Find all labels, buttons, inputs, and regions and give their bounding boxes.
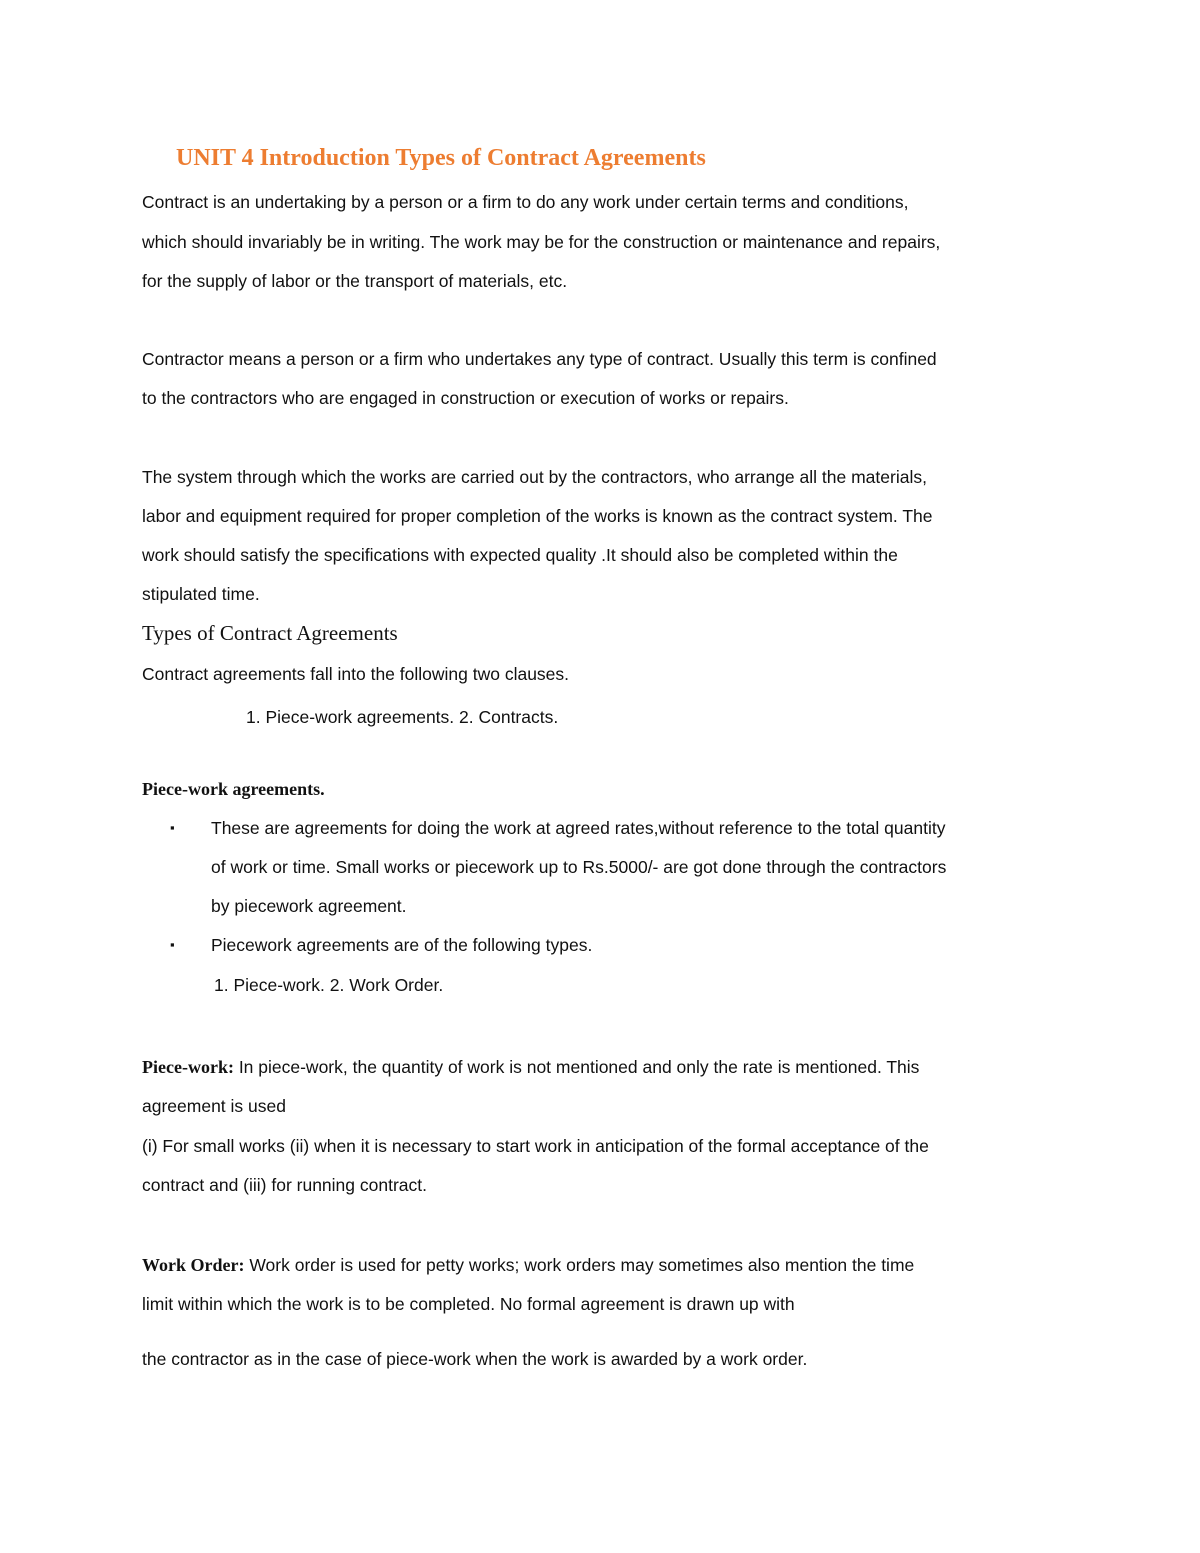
bullet-line: Piecework agreements are of the following types.: [211, 935, 593, 955]
paragraph-line: for the supply of labor or the transport of materials, etc.: [142, 271, 568, 291]
section-heading-types: Types of Contract Agreements: [142, 621, 398, 645]
definition-term: Piece-work:: [142, 1057, 234, 1077]
numbered-list-line: 1. Piece-work agreements. 2. Contracts.: [246, 707, 559, 727]
paragraph-line: the contractor as in the case of piece-work when the work is awarded by a work order.: [142, 1349, 808, 1369]
paragraph-line: limit within which the work is to be completed. No formal agreement is drawn up with: [142, 1294, 795, 1314]
definition-work-order: [142, 1253, 914, 1277]
bullet-icon: ▪: [170, 937, 175, 952]
paragraph-line: Contractor means a person or a firm who undertakes any type of contract. Usually this term is confined: [142, 349, 937, 369]
paragraph-line: work should satisfy the specifications with expected quality .It should also be completed within the: [142, 545, 898, 565]
definition-piecework: [142, 1055, 919, 1079]
definition-term: Work Order:: [142, 1255, 245, 1275]
section-heading-piecework-agreements: Piece-work agreements.: [142, 779, 325, 799]
paragraph-line: which should invariably be in writing. The work may be for the construction or maintenance and repairs,: [142, 232, 941, 252]
paragraph-line: Contract is an undertaking by a person or a firm to do any work under certain terms and conditions,: [142, 192, 909, 212]
paragraph-line: The system through which the works are carried out by the contractors, who arrange all the materials,: [142, 467, 927, 487]
bullet-line: by piecework agreement.: [211, 896, 407, 916]
paragraph-line: stipulated time.: [142, 584, 260, 604]
definition-text: Work order is used for petty works; work orders may sometimes also mention the time: [244, 1255, 915, 1275]
page-title: UNIT 4 Introduction Types of Contract Agreements: [176, 145, 706, 171]
paragraph-line: Contract agreements fall into the following two clauses.: [142, 664, 570, 684]
numbered-list-line: 1. Piece-work. 2. Work Order.: [214, 975, 444, 995]
bullet-line: These are agreements for doing the work at agreed rates,without reference to the total quantity: [211, 818, 946, 838]
paragraph-line: (i) For small works (ii) when it is necessary to start work in anticipation of the formal acceptance of the: [142, 1136, 929, 1156]
bullet-icon: ▪: [170, 820, 175, 835]
definition-text: In piece-work, the quantity of work is not mentioned and only the rate is mentioned. This: [233, 1057, 920, 1077]
paragraph-line: labor and equipment required for proper completion of the works is known as the contract system. The: [142, 506, 933, 526]
bullet-line: of work or time. Small works or piecework up to Rs.5000/- are got done through the contractors: [211, 857, 947, 877]
paragraph-line: agreement is used: [142, 1096, 286, 1116]
paragraph-line: contract and (iii) for running contract.: [142, 1175, 427, 1195]
paragraph-line: to the contractors who are engaged in construction or execution of works or repairs.: [142, 388, 789, 408]
